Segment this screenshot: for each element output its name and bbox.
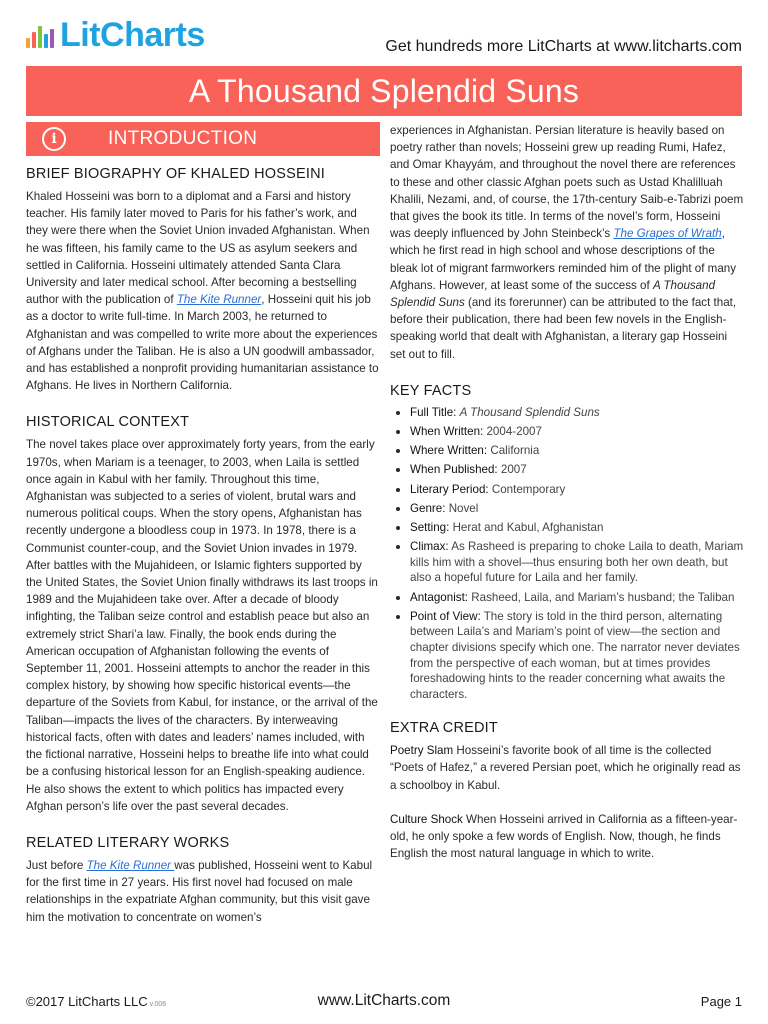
logo-bars-icon	[26, 22, 54, 48]
fact-value: The story is told in the third person, alternating between Laila’s and Mariam’s point of view—the section and chapter divisions specify which one. The narrator never deviates from the perspective of each woman, but at times provides foreshadowing hints to the reader concerning what awaits the characters.	[410, 609, 740, 701]
left-column	[26, 122, 380, 926]
related-text-part: Just before	[26, 858, 87, 872]
fact-value: As Rasheed is preparing to choke Laila to death, Mariam kills him with a shovel—thus ensuring both her own death, but also a hopeful future for Laila and her family.	[410, 540, 744, 585]
page-title: A Thousand Splendid Suns	[188, 72, 580, 109]
fact-label: Setting:	[410, 520, 450, 534]
logo-bar	[38, 26, 42, 48]
key-fact-item	[390, 590, 744, 606]
logo-bar	[32, 32, 36, 48]
fact-value: Herat and Kabul, Afghanistan	[452, 520, 604, 534]
biography-text-part: , Hosseini quit his job as a doctor to write full-time. In March 2003, he returned to Afghanistan and was compelled to write more about the experiences of Afghans under the Taliban. He is also a UN goodwill ambassador, and has established a nonprofit providing humanitarian assistance to Afghans. He lives in Northern California.	[26, 293, 379, 393]
credit-text: When Hosseini arrived in California as a fifteen-year-old, he only spoke a few words of English. Now, though, he finds English the most natural language in which to write.	[390, 812, 738, 861]
fact-label: When Published:	[410, 463, 498, 477]
extra-credit-poetry-slam	[390, 742, 744, 794]
page-footer	[26, 990, 742, 1014]
info-icon: i	[42, 127, 66, 151]
key-fact-item	[390, 482, 744, 498]
fact-label: Full Title:	[410, 405, 457, 419]
grapes-of-wrath-link[interactable]: The Grapes of Wrath	[613, 227, 722, 241]
fact-label: When Written:	[410, 425, 484, 439]
key-fact-item	[390, 443, 744, 459]
title-banner	[26, 66, 742, 116]
historical-context-heading: HISTORICAL CONTEXT	[26, 414, 190, 431]
litcharts-logo[interactable]	[26, 18, 205, 52]
fact-label: Point of View:	[410, 609, 481, 623]
introduction-label: INTRODUCTION	[108, 128, 258, 149]
extra-credit-heading: EXTRA CREDIT	[390, 720, 498, 737]
fact-value: Novel	[448, 501, 479, 515]
kite-runner-link[interactable]: The Kite Runner	[176, 293, 262, 307]
key-facts-heading: KEY FACTS	[390, 382, 472, 399]
key-fact-item	[390, 520, 744, 536]
key-fact-item	[390, 462, 744, 478]
fact-label: Genre:	[410, 501, 446, 515]
key-fact-item	[390, 424, 744, 440]
fact-value: Contemporary	[491, 482, 566, 496]
related-text-part: , which he first read in high school and whose descriptions of the bleak lot of migrant farmworkers reminded him of the plight of many Afghans. However, at least some of the success of	[390, 227, 737, 292]
fact-value: 2007	[500, 463, 527, 477]
logo-bar	[44, 34, 48, 48]
extra-credit-culture-shock	[390, 811, 744, 863]
biography-text-part: Khaled Hosseini was born to a diplomat and a Farsi and history teacher. His family later moved to Paris for his father’s work, and they were there when the Soviet Union invaded Afghanistan. When he was fifteen, his family came to the US as asylum seekers and settled in California. Hosseini ultimately attended Santa Clara University and later medical school. After becoming a bestselling author with the publication of	[26, 190, 370, 307]
related-text-part: was published, Hosseini went to Kabul for the first time in 27 years. His first novel had focused on male relationships in the expatriate Afghan community, but this visit gave him the motivation to concentrate on women’s	[26, 858, 373, 924]
fact-value: 2004-2007	[486, 425, 542, 439]
credit-text: Hosseini’s favorite book of all time is the collected “Poets of Hafez,” a revered Persian poet, which he originally read as a schoolboy in Kabul.	[390, 744, 741, 792]
fact-label: Literary Period:	[410, 482, 489, 496]
related-text-part: experiences in Afghanistan. Persian literature is heavily based on poetry rather than novels; Hosseini grew up reading Rumi, Hafez, and Omar Khayyám, and throughout the novel there are references to these and other classic Afghan poets such as Ustad Khalilluah Khalili, Nezami, and, of course, the 17th-century Saib-e-Tabrizi poem that gives the book its title. In terms of the novel’s form, Hosseini was deeply influenced by John Steinbeck’s	[390, 124, 744, 241]
related-works-heading: RELATED LITERARY WORKS	[26, 834, 230, 851]
fact-value: Rasheed, Laila, and Mariam’s husband; the Taliban	[471, 590, 735, 604]
right-column	[390, 122, 744, 863]
key-fact-item	[390, 501, 744, 517]
page-header	[0, 0, 768, 66]
logo-bar	[50, 29, 54, 48]
fact-label: Antagonist:	[410, 590, 469, 604]
page-number: Page 1	[700, 994, 742, 1009]
copyright-text: ©2017 LitCharts LLC	[26, 994, 148, 1009]
key-fact-item	[390, 609, 744, 703]
credit-title: Culture Shock	[390, 812, 463, 826]
kite-runner-link[interactable]: The Kite Runner	[86, 858, 175, 872]
related-works-text-start	[26, 857, 380, 926]
related-works-text-continued	[390, 122, 744, 363]
header-tagline[interactable]: Get hundreds more LitCharts at www.litcharts.com	[385, 38, 742, 55]
footer-site-link[interactable]: www.LitCharts.com	[317, 992, 451, 1009]
fact-value: A Thousand Splendid Suns	[459, 405, 600, 419]
logo-bar	[26, 38, 30, 48]
introduction-banner	[26, 122, 380, 156]
logo-text: LitCharts	[60, 16, 205, 54]
biography-heading: BRIEF BIOGRAPHY OF KHALED HOSSEINI	[26, 166, 326, 182]
key-fact-item	[390, 539, 744, 586]
key-facts-list	[390, 405, 744, 702]
version-label: v.006	[149, 1001, 167, 1008]
fact-label: Climax:	[410, 540, 449, 554]
historical-context-text: The novel takes place over approximately forty years, from the early 1970s, when Mariam is a teenager, to 2003, when Laila is settled once again in Kabul with her family. Throughout this time, Afghanistan was subjected to a series of violent, brutal wars and numerous political coups. When the story opens, Afghanistan has recently undergone a bloodless coup in 1973. In 1978, there is a Communist counter-coup, and the Soviet Union invades in 1979. After battles with the Mujahideen, or Islamic fighters supported by the United States, the Soviet Union finally withdraws its last troops in 1989 and the Mujahideen take over. After a decade of bloody infighting, the Taliban seize control and establish peace but also an extremely strict Shari’a law. Finally, the book ends during the American occupation of Afghanistan following the events of September 11, 2001. Hosseini attempts to anchor the reader in this complex history, by showing how specific historical events—the departure of the Soviets from Kabul, for instance, or the arrival of the Taliban—impacts the lives of the characters. By interweaving historical facts, often with dates and leaders’ names included, with the fictional narrative, Hosseini helps to breathe life into what could be a confusing historical lesson for an English-speaking audience. He also shows the extent to which politics has impacted every Afghan person’s life over the past several decades.	[26, 438, 378, 813]
fact-value: California	[490, 444, 540, 458]
book-title-emphasis: A Thousand Splendid Suns	[390, 278, 716, 310]
key-fact-item	[390, 405, 744, 421]
fact-label: Where Written:	[410, 444, 488, 458]
related-text-part: (and its forerunner) can be attributed to the fact that, before their publication, there had been few novels in the English-speaking world that dealt with Afghanistan, a literary gap Hosseini set out to fill.	[390, 296, 737, 361]
credit-title: Poetry Slam	[390, 744, 454, 758]
biography-text	[26, 188, 380, 394]
